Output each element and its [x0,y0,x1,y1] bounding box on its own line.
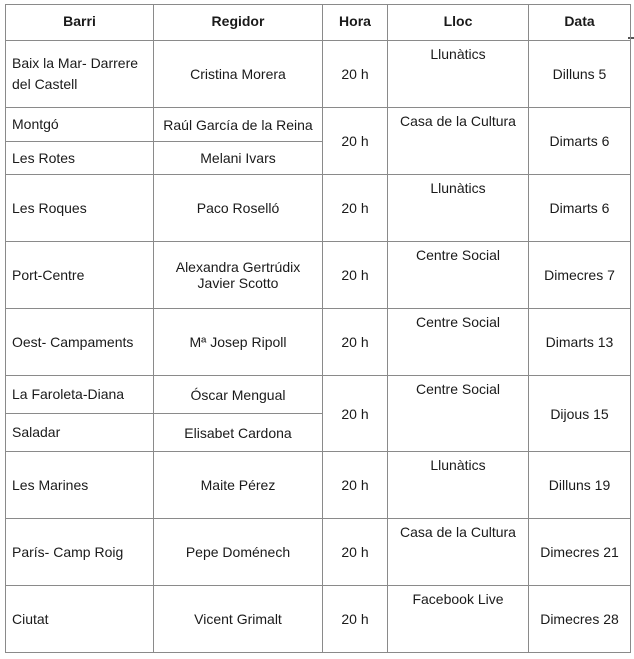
barri-cell: Saladar [6,414,154,452]
lloc-cell: Facebook Live [388,586,529,653]
hora-cell: 20 h [323,108,388,175]
lloc-cell: Llunàtics [388,452,529,519]
header-hora: Hora [323,5,388,41]
hora-cell: 20 h [323,586,388,653]
regidor-cell [154,242,323,309]
table-row [6,586,631,653]
hora-cell: 20 h [323,175,388,242]
hora-cell: 20 h [323,242,388,309]
barri-cell: Ciutat [6,586,154,653]
barri-cell: Oest- Campaments [6,309,154,376]
regidor-name: Alexandra Gertrúdix [175,259,301,275]
hora-cell: 20 h [323,376,388,452]
barri-cell: La Faroleta-Diana [6,376,154,414]
regidor-cell: Raúl García de la Reina [154,108,323,142]
lloc-cell: Centre Social [388,242,529,309]
regidor-cell: Paco Roselló [154,175,323,242]
regidor-name: Javier Scotto [197,275,279,291]
header-barri: Barri [6,5,154,41]
lloc-cell: Centre Social [388,309,529,376]
hora-cell: 20 h [323,309,388,376]
barri-cell: Baix la Mar- Darrere del Castell [6,41,154,108]
barri-cell: Les Roques [6,175,154,242]
data-cell: Dijous 15 [529,376,631,452]
barri-cell: Port-Centre [6,242,154,309]
regidor-cell: Elisabet Cardona [154,414,323,452]
data-cell: Dimarts 6 [529,108,631,175]
lloc-cell: Llunàtics [388,175,529,242]
hora-cell: 20 h [323,41,388,108]
lloc-cell: Llunàtics [388,41,529,108]
regidor-cell: Mª Josep Ripoll [154,309,323,376]
regidor-cell: Óscar Mengual [154,376,323,414]
header-regidor: Regidor [154,5,323,41]
data-cell: Dimarts 6 [529,175,631,242]
lloc-cell: Centre Social [388,376,529,452]
table-row [6,519,631,586]
regidor-cell: Cristina Morera [154,41,323,108]
lloc-cell: Casa de la Cultura [388,108,529,175]
data-cell: Dimecres 21 [529,519,631,586]
data-cell: Dimecres 7 [529,242,631,309]
table-row [6,108,631,142]
regidor-cell: Vicent Grimalt [154,586,323,653]
hora-cell: 20 h [323,519,388,586]
header-lloc: Lloc [388,5,529,41]
hora-cell: 20 h [323,452,388,519]
schedule-table [5,4,631,653]
table-row [6,452,631,519]
barri-cell: Les Rotes [6,142,154,175]
table-row [6,175,631,242]
barri-cell: Montgó [6,108,154,142]
barri-cell: París- Camp Roig [6,519,154,586]
table-row [6,376,631,414]
header-row [6,5,631,41]
regidor-cell: Melani Ivars [154,142,323,175]
data-cell: Dilluns 19 [529,452,631,519]
lloc-cell: Casa de la Cultura [388,519,529,586]
data-cell: Dilluns 5 [529,41,631,108]
barri-cell: Les Marines [6,452,154,519]
data-cell: Dimarts 13 [529,309,631,376]
regidor-cell: Pepe Doménech [154,519,323,586]
regidor-cell: Maite Pérez [154,452,323,519]
table-row [6,242,631,309]
table-row [6,309,631,376]
table-row [6,41,631,108]
header-data: Data [529,5,631,41]
data-cell: Dimecres 28 [529,586,631,653]
